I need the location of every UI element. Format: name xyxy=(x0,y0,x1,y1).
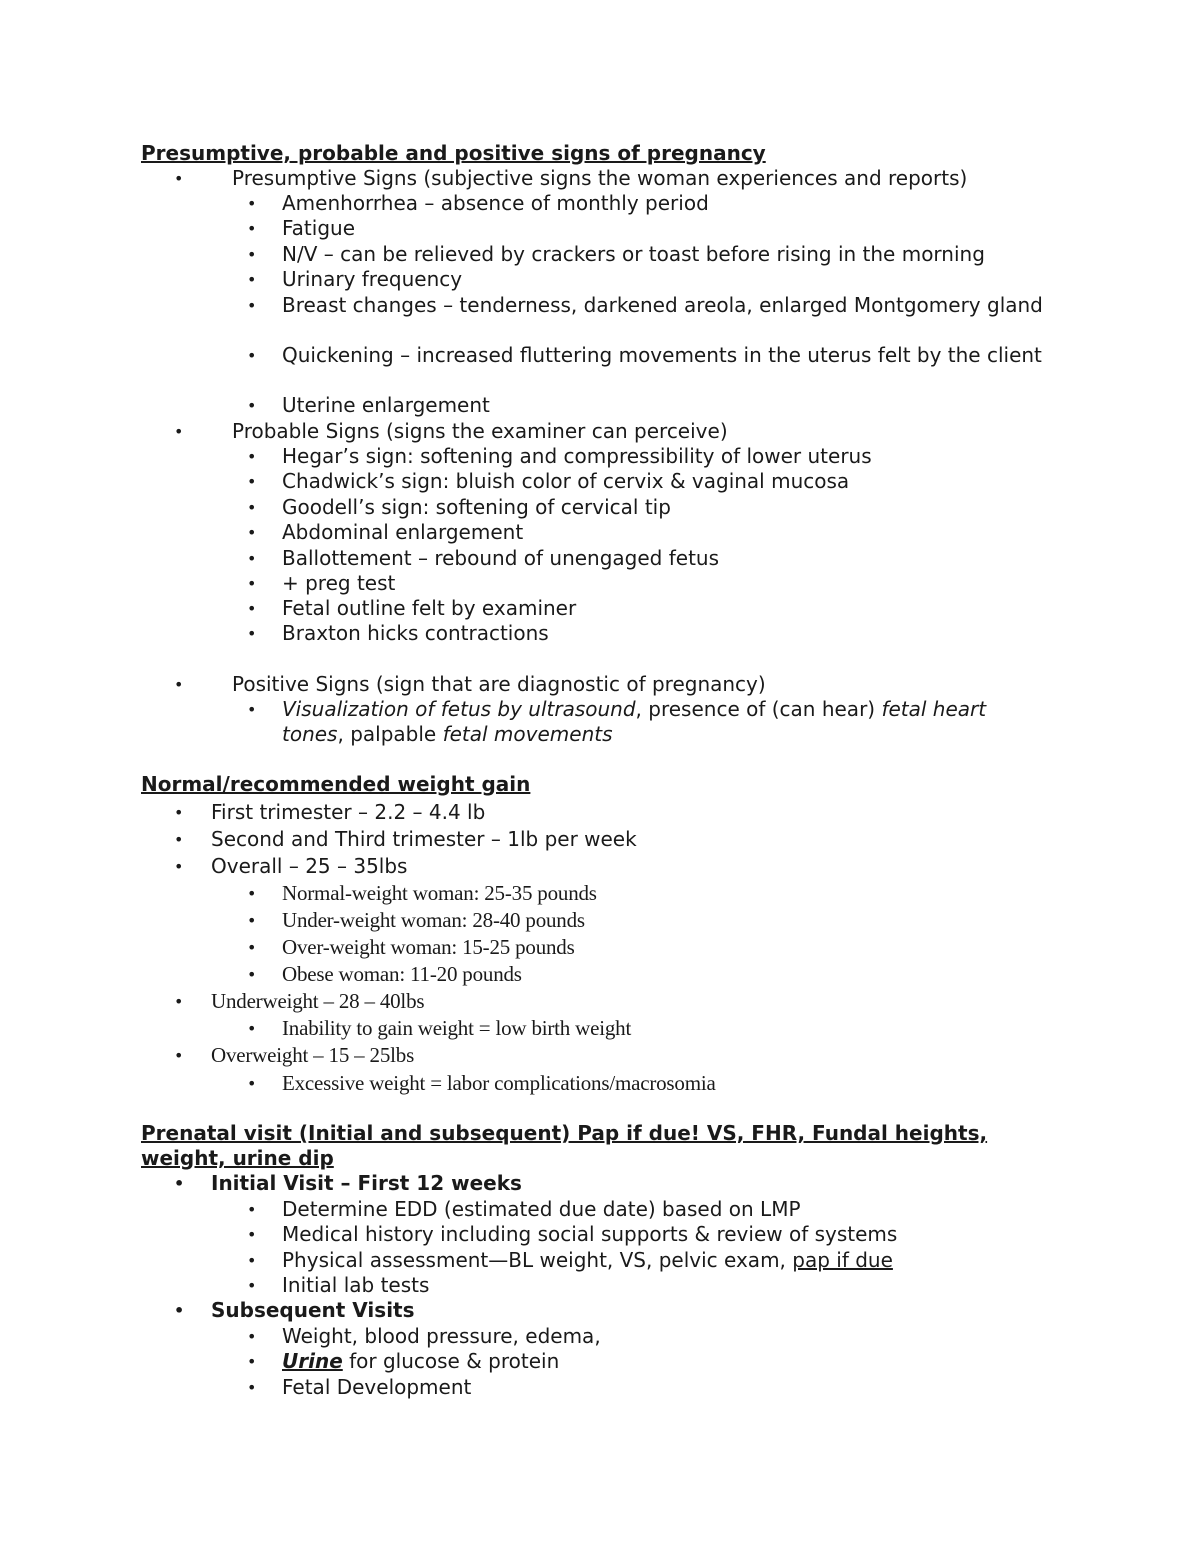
list-item: • Overall – 25 – 35lbs xyxy=(174,854,408,878)
list-item: • Fetal Development xyxy=(247,1375,472,1399)
bullet-icon: • xyxy=(174,422,184,441)
section-title-prenatal: Prenatal visit (Initial and subsequent) Pap if due! VS, FHR, Fundal heights, xyxy=(141,1121,988,1145)
list-item: • Normal-weight woman: 25-35 pounds xyxy=(247,881,597,905)
bullet-icon: • xyxy=(174,830,184,849)
bullet-icon: • xyxy=(247,911,257,930)
list-item: • Medical history including social supports & review of systems xyxy=(247,1222,898,1246)
bullet-icon: • xyxy=(174,169,184,188)
list-item: • N/V – can be relieved by crackers or toast before rising in the morning xyxy=(247,242,985,266)
list-item: • Hegar’s sign: softening and compressibility of lower uterus xyxy=(247,444,872,468)
list-item: • Urinary frequency xyxy=(247,267,463,291)
list-item-initial-visit: • Initial Visit – First 12 weeks xyxy=(174,1171,522,1195)
list-item: • Fatigue xyxy=(247,216,355,240)
list-item: • Uterine enlargement xyxy=(247,393,490,417)
list-item: • Obese woman: 11-20 pounds xyxy=(247,962,522,986)
bullet-icon: • xyxy=(247,1327,257,1346)
section-title-prenatal-line2: weight, urine dip xyxy=(141,1146,334,1170)
bullet-icon: • xyxy=(247,965,257,984)
bullet-icon: • xyxy=(247,884,257,903)
bullet-icon: • xyxy=(247,523,257,542)
bullet-icon: • xyxy=(247,194,257,213)
bullet-icon: • xyxy=(247,1276,257,1295)
bullet-icon: • xyxy=(247,219,257,238)
list-item-presumptive: • Presumptive Signs (subjective signs the woman experiences and reports) xyxy=(174,166,968,190)
section-title-weight: Normal/recommended weight gain xyxy=(141,772,531,796)
list-item: • Weight, blood pressure, edema, xyxy=(247,1324,601,1348)
bullet-icon: • xyxy=(247,1074,257,1093)
bullet-icon: • xyxy=(247,296,257,315)
list-item: • Urine for glucose & protein xyxy=(247,1349,560,1373)
list-item: • Fetal outline felt by examiner xyxy=(247,596,577,620)
bullet-icon: • xyxy=(174,992,184,1011)
bullet-icon: • xyxy=(174,1301,185,1320)
list-item-positive: • Positive Signs (sign that are diagnostic of pregnancy) xyxy=(174,672,766,696)
list-item: • Quickening – increased fluttering movements in the uterus felt by the client xyxy=(247,343,1042,367)
bullet-icon: • xyxy=(247,1251,257,1270)
bullet-icon: • xyxy=(247,624,257,643)
pap-if-due-text: pap if due xyxy=(792,1248,893,1272)
bullet-icon: • xyxy=(174,857,184,876)
bullet-icon: • xyxy=(247,396,257,415)
bullet-icon: • xyxy=(247,1352,257,1371)
bullet-icon: • xyxy=(247,700,257,719)
bullet-icon: • xyxy=(247,1378,257,1397)
bullet-icon: • xyxy=(174,675,184,694)
bullet-icon: • xyxy=(247,498,257,517)
bullet-icon: • xyxy=(247,1019,257,1038)
bullet-icon: • xyxy=(247,270,257,289)
urine-emphasis: Urine xyxy=(282,1349,343,1373)
section-title-signs: Presumptive, probable and positive signs of pregnancy xyxy=(141,141,766,165)
bullet-icon: • xyxy=(247,1200,257,1219)
list-item: • Ballottement – rebound of unengaged fetus xyxy=(247,546,720,570)
list-item: • Physical assessment—BL weight, VS, pelvic exam, pap if due xyxy=(247,1248,893,1272)
bullet-icon: • xyxy=(247,245,257,264)
bullet-icon: • xyxy=(247,549,257,568)
list-item: • Excessive weight = labor complications/macrosomia xyxy=(247,1071,716,1095)
bullet-icon: • xyxy=(247,346,257,365)
list-item: • First trimester – 2.2 – 4.4 lb xyxy=(174,800,486,824)
list-item: • Amenhorrhea – absence of monthly period xyxy=(247,191,709,215)
bullet-icon: • xyxy=(174,1174,185,1193)
list-item: • Overweight – 15 – 25lbs xyxy=(174,1043,415,1067)
list-item: • Underweight – 28 – 40lbs xyxy=(174,989,425,1013)
list-item: • Determine EDD (estimated due date) based on LMP xyxy=(247,1197,801,1221)
list-item: • Goodell’s sign: softening of cervical tip xyxy=(247,495,671,519)
list-item: • Breast changes – tenderness, darkened areola, enlarged Montgomery gland xyxy=(247,293,1043,317)
bullet-icon: • xyxy=(247,599,257,618)
bullet-icon: • xyxy=(247,1225,257,1244)
list-item-probable: • Probable Signs (signs the examiner can perceive) xyxy=(174,419,728,443)
list-item: • Initial lab tests xyxy=(247,1273,430,1297)
bullet-icon: • xyxy=(247,472,257,491)
bullet-icon: • xyxy=(247,447,257,466)
bullet-icon: • xyxy=(247,938,257,957)
bullet-icon: • xyxy=(247,574,257,593)
bullet-icon: • xyxy=(174,803,184,822)
list-item-positive-detail: • Visualization of fetus by ultrasound, presence of (can hear) fetal heart tones, palpable fetal movements xyxy=(247,697,987,747)
list-item: • Inability to gain weight = low birth weight xyxy=(247,1016,632,1040)
list-item-subsequent-visits: • Subsequent Visits xyxy=(174,1298,415,1322)
list-item: • Chadwick’s sign: bluish color of cervix & vaginal mucosa xyxy=(247,469,850,493)
list-item: • Second and Third trimester – 1lb per week xyxy=(174,827,637,851)
list-item: • Under-weight woman: 28-40 pounds xyxy=(247,908,585,932)
list-item: • Braxton hicks contractions xyxy=(247,621,549,645)
list-item: • Abdominal enlargement xyxy=(247,520,524,544)
bullet-icon: • xyxy=(174,1046,184,1065)
list-item: • Over-weight woman: 15-25 pounds xyxy=(247,935,575,959)
list-item: • + preg test xyxy=(247,571,396,595)
